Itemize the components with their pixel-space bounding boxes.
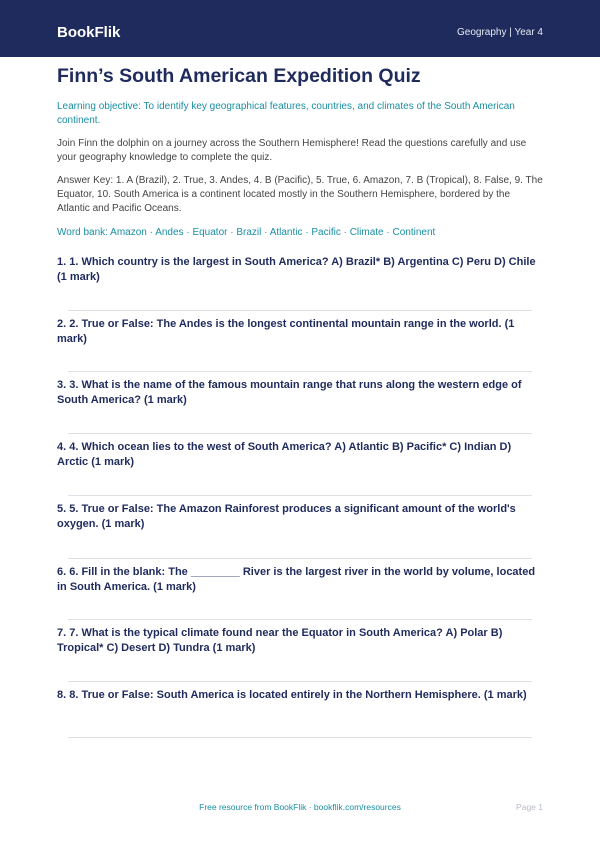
- question-8: 8. 8. True or False: South America is located entirely in the Northern Hemisphere. (1 mark): [57, 689, 527, 701]
- page-title: Finn’s South American Expedition Quiz: [57, 65, 421, 87]
- footer-credit[interactable]: Free resource from BookFlik · bookflik.com/resources: [199, 802, 401, 812]
- intro-text: Join Finn the dolphin on a journey across the Southern Hemisphere! Read the questions carefully and use your geography knowledge to complete the quiz.: [57, 138, 527, 163]
- answer-line-8: [68, 737, 532, 738]
- answer-line-1: [68, 310, 532, 311]
- subject-label: Geography | Year 4: [457, 27, 543, 38]
- brand-logo[interactable]: BookFlik: [57, 24, 121, 41]
- word-bank: Word bank: Amazon · Andes · Equator · Brazil · Atlantic · Pacific · Climate · Continent: [57, 227, 436, 238]
- answer-line-6: [68, 619, 532, 620]
- answer-line-5: [68, 558, 532, 559]
- answer-key: Answer Key: 1. A (Brazil), 2. True, 3. Andes, 4. B (Pacific), 5. True, 6. Amazon, 7. B (Tropical), 8. False, 9. The Equator, 10. South America is a continent located mostly in the Southern Hemisphere, bordered by the Atlantic and Pacific Oceans.: [57, 175, 543, 214]
- question-3: 3. 3. What is the name of the famous mountain range that runs along the western edge of South America? (1 mark): [57, 379, 522, 406]
- question-5: 5. 5. True or False: The Amazon Rainforest produces a significant amount of the world's oxygen. (1 mark): [57, 503, 516, 530]
- question-7: 7. 7. What is the typical climate found near the Equator in South America? A) Polar B) Tropical* C) Desert D) Tundra (1 mark): [57, 627, 503, 654]
- answer-line-2: [68, 371, 532, 372]
- page-number: Page 1: [516, 802, 543, 812]
- answer-line-3: [68, 433, 532, 434]
- question-1: 1. 1. Which country is the largest in South America? A) Brazil* B) Argentina C) Peru D) Chile (1 mark): [57, 256, 536, 283]
- question-4: 4. 4. Which ocean lies to the west of South America? A) Atlantic B) Pacific* C) Indian D) Arctic (1 mark): [57, 441, 512, 468]
- answer-line-7: [68, 681, 532, 682]
- page-header: [0, 0, 600, 57]
- learning-objective: Learning objective: To identify key geographical features, countries, and climates of the South American continent.: [57, 101, 515, 126]
- intro-section: [57, 64, 543, 240]
- question-6: 6. 6. Fill in the blank: The ________ River is the largest river in the world by volume, located in South America. (1 mark): [57, 566, 536, 593]
- answer-line-4: [68, 495, 532, 496]
- question-2: 2. 2. True or False: The Andes is the longest continental mountain range in the world. (1 mark): [57, 318, 515, 345]
